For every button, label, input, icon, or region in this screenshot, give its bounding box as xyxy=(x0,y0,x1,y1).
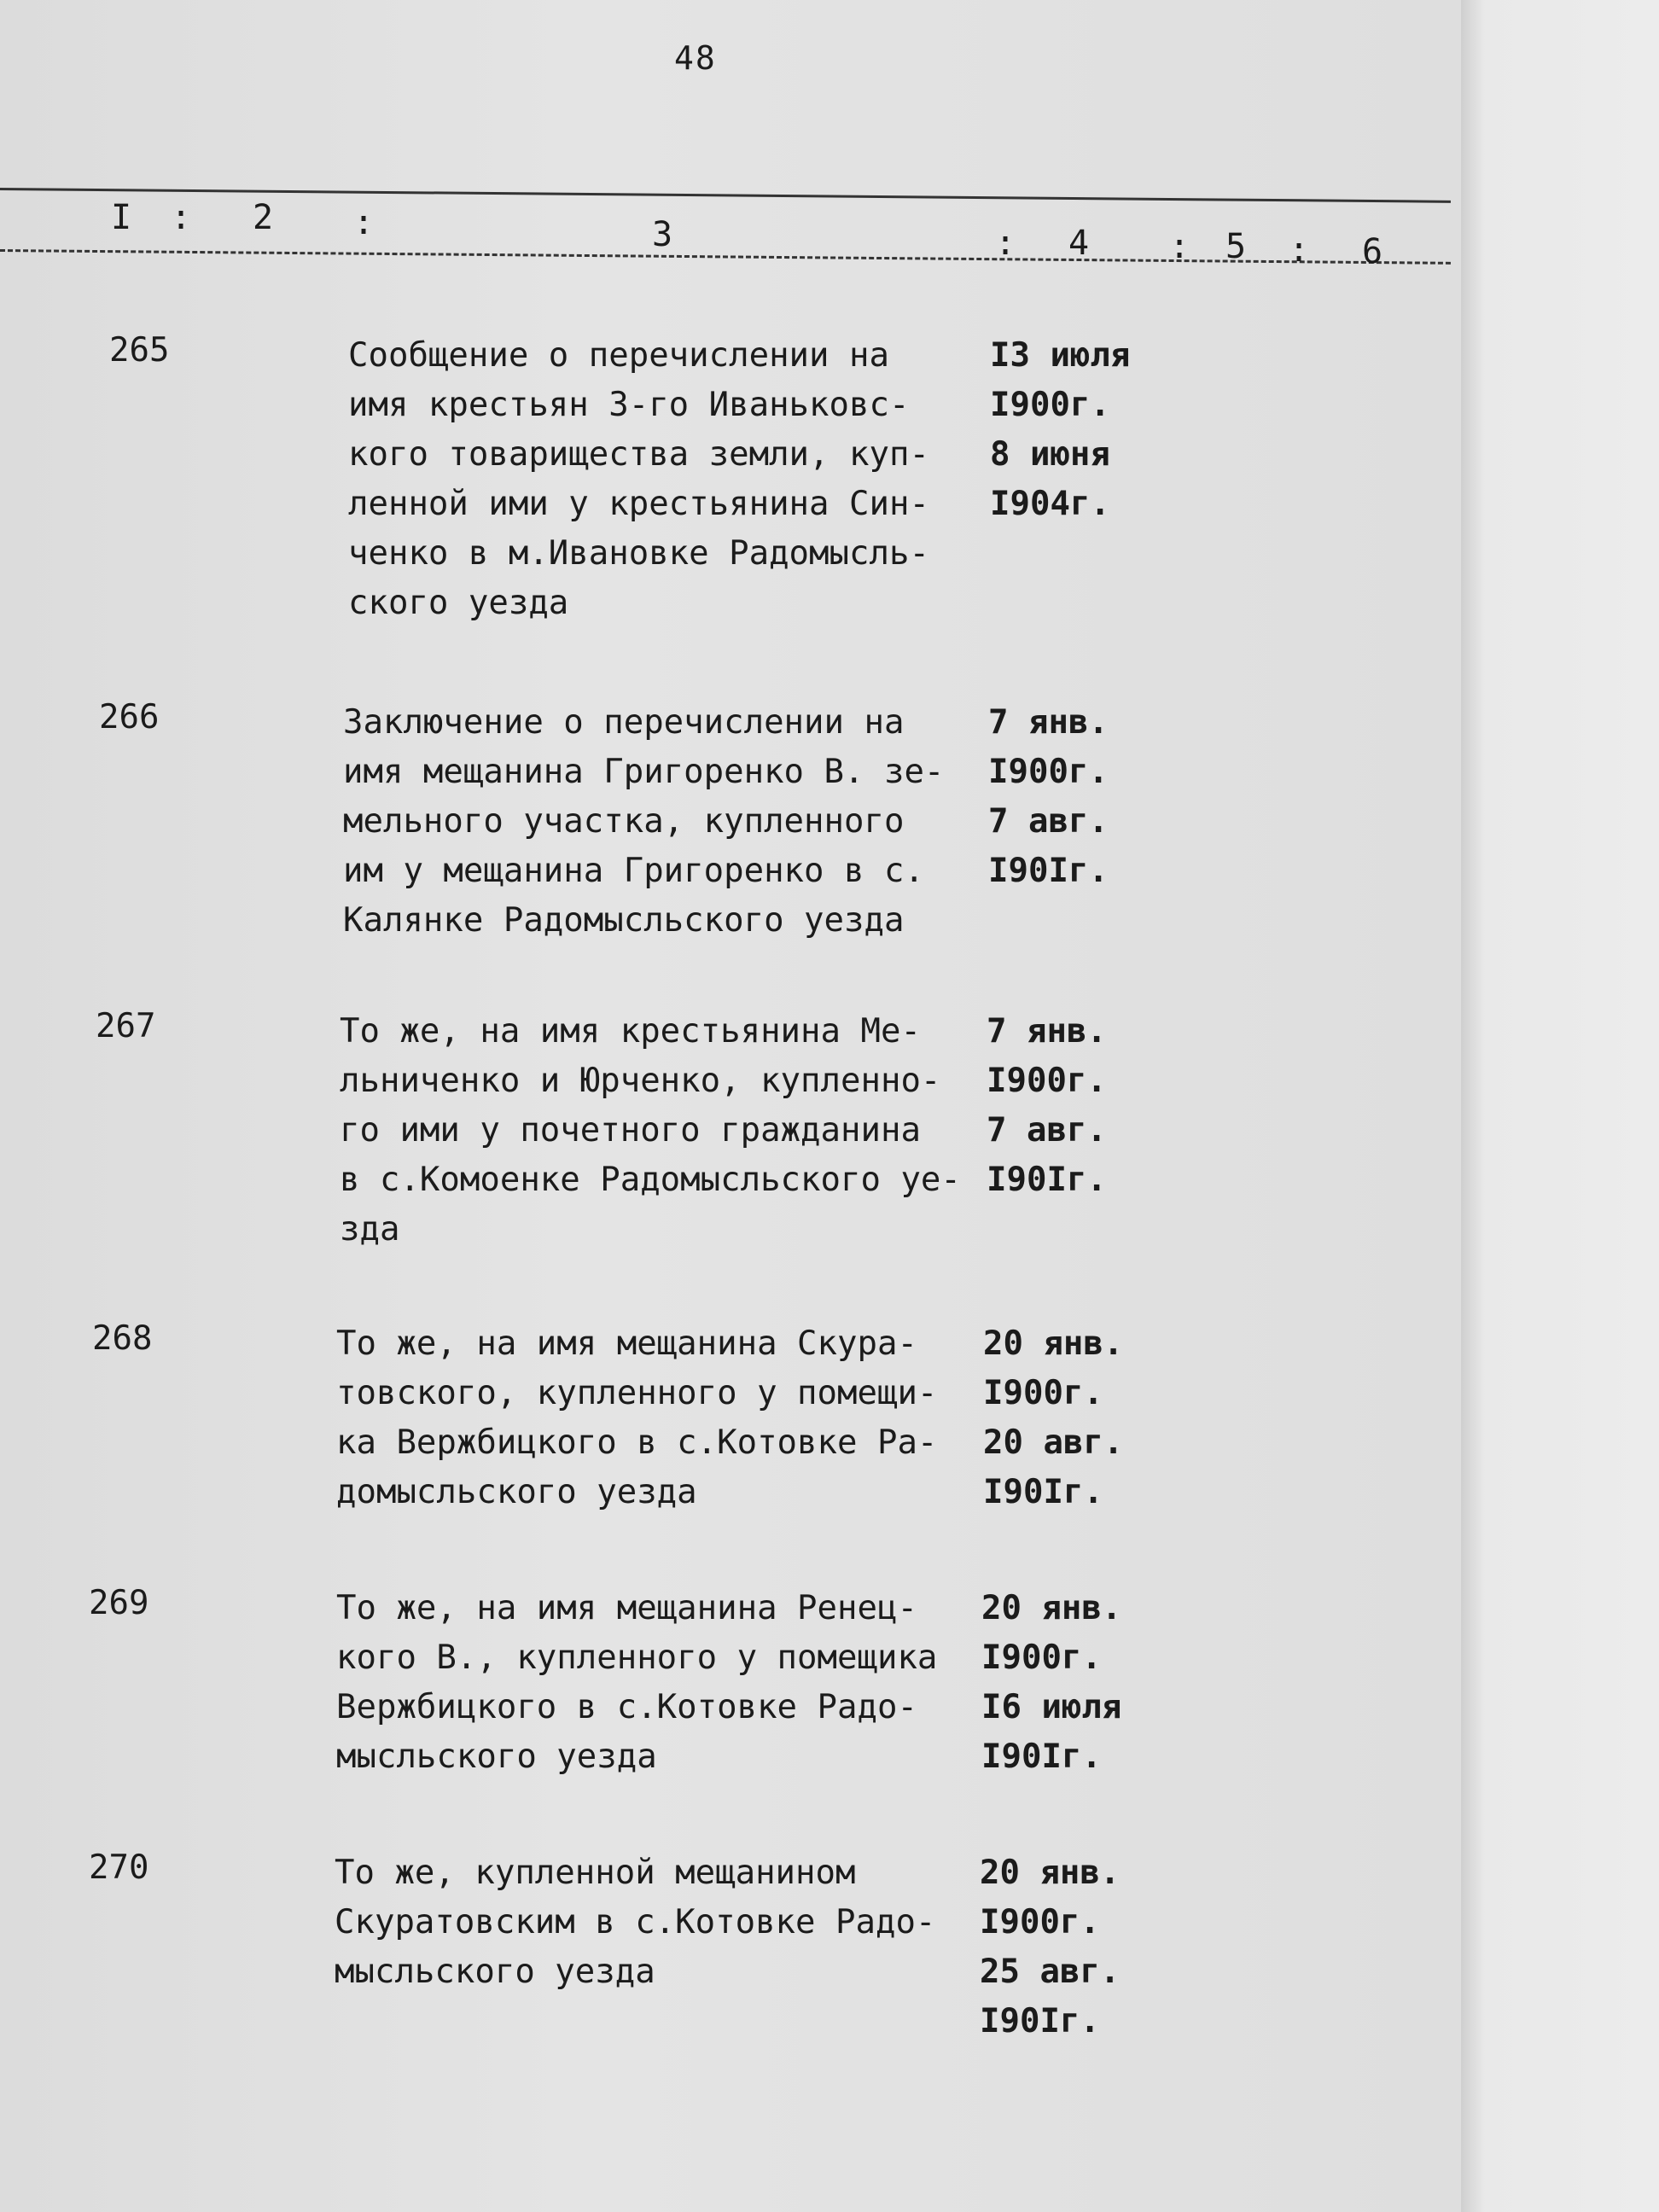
entry-dates xyxy=(988,698,1109,896)
description-line: Вержбицкого в с.Котовке Радо- xyxy=(336,1688,917,1726)
date-line: I900г. xyxy=(990,386,1110,424)
description-line: товского, купленного у помещи- xyxy=(336,1374,938,1412)
description-line: имя мещанина Григоренко В. зе- xyxy=(343,753,945,791)
date-line: I90Iг. xyxy=(983,1473,1103,1511)
date-line: 20 янв. xyxy=(981,1589,1122,1627)
description-line: ского уезда xyxy=(348,584,569,622)
date-line: 8 июня xyxy=(990,435,1110,474)
date-line: I900г. xyxy=(988,753,1109,791)
column-header-label: 6 xyxy=(1362,232,1383,271)
description-line: Сообщение о перечислении на xyxy=(348,336,889,375)
date-line: I90Iг. xyxy=(980,2002,1100,2040)
column-header-label: 5 xyxy=(1225,227,1247,266)
column-header-label: I xyxy=(111,198,132,237)
column-header-label: : xyxy=(995,224,1016,263)
entry-dates xyxy=(990,331,1130,529)
column-header-label: : xyxy=(1169,227,1190,266)
entry-number: 266 xyxy=(99,698,160,736)
description-line: Калянке Радомысльского уезда xyxy=(343,901,905,940)
description-line: ченко в м.Ивановке Радомысль- xyxy=(348,534,929,573)
description-line: имя крестьян 3-го Иваньковс- xyxy=(348,386,910,424)
date-line: I90Iг. xyxy=(981,1738,1102,1776)
description-line: кого В., купленного у помещика xyxy=(336,1639,938,1677)
date-line: 7 янв. xyxy=(988,703,1109,742)
description-line: мысльского уезда xyxy=(335,1953,655,1991)
entry-number: 268 xyxy=(92,1319,153,1358)
column-header-label: : xyxy=(171,198,192,237)
entry-number: 270 xyxy=(89,1848,149,1887)
description-line: го ими у почетного гражданина xyxy=(340,1111,921,1150)
entry-number: 267 xyxy=(96,1007,156,1045)
description-line: домысльского уезда xyxy=(336,1473,697,1511)
entry-dates xyxy=(987,1007,1107,1205)
entry-number: 269 xyxy=(89,1584,149,1622)
date-line: 25 авг. xyxy=(980,1953,1121,1991)
description-line: Скуратовским в с.Котовке Радо- xyxy=(335,1903,936,1941)
date-line: I90Iг. xyxy=(987,1161,1107,1199)
page-gutter xyxy=(1461,0,1659,2212)
description-line: им у мещанина Григоренко в с. xyxy=(343,852,924,890)
date-line: I900г. xyxy=(983,1374,1103,1412)
description-line: мысльского уезда xyxy=(336,1738,657,1776)
description-line: Заключение о перечислении на xyxy=(343,703,905,742)
date-line: 7 авг. xyxy=(987,1111,1107,1150)
entry-dates xyxy=(983,1319,1123,1517)
date-line: 20 янв. xyxy=(983,1324,1124,1363)
description-line: кого товарищества земли, куп- xyxy=(348,435,929,474)
description-line: То же, на имя крестьянина Ме- xyxy=(340,1012,921,1051)
date-line: I6 июля xyxy=(981,1688,1122,1726)
date-line: 7 янв. xyxy=(987,1012,1107,1051)
date-line: I904г. xyxy=(990,485,1110,523)
description-line: То же, на имя мещанина Скура- xyxy=(336,1324,917,1363)
date-line: 7 авг. xyxy=(988,802,1109,841)
entry-dates xyxy=(980,1848,1120,2046)
description-line: льниченко и Юрченко, купленно- xyxy=(340,1062,941,1100)
date-line: I900г. xyxy=(987,1062,1107,1100)
entry-description xyxy=(336,1319,937,1517)
description-line: ленной ими у крестьянина Син- xyxy=(348,485,929,523)
entry-description xyxy=(335,1848,935,1997)
date-line: I900г. xyxy=(980,1903,1100,1941)
description-line: То же, на имя мещанина Ренец- xyxy=(336,1589,917,1627)
date-line: I90Iг. xyxy=(988,852,1109,890)
entry-description xyxy=(336,1584,937,1782)
column-header-label: 3 xyxy=(652,215,673,254)
date-line: I3 июля xyxy=(990,336,1131,375)
description-line: То же, купленной мещанином xyxy=(335,1854,856,1892)
entry-description xyxy=(340,1007,961,1254)
entry-description xyxy=(348,331,929,628)
column-header-label: : xyxy=(353,203,375,242)
description-line: мельного участка, купленного xyxy=(343,802,905,841)
date-line: I900г. xyxy=(981,1639,1102,1677)
entry-dates xyxy=(981,1584,1121,1782)
description-line: ка Вержбицкого в с.Котовке Ра- xyxy=(336,1423,938,1462)
column-header-label: : xyxy=(1289,230,1310,270)
column-header-label: 4 xyxy=(1068,224,1090,263)
description-line: зда xyxy=(340,1210,400,1249)
page-number: 48 xyxy=(674,39,717,77)
entry-description xyxy=(343,698,944,946)
column-header-label: 2 xyxy=(253,198,274,237)
date-line: 20 янв. xyxy=(980,1854,1121,1892)
date-line: 20 авг. xyxy=(983,1423,1124,1462)
description-line: в с.Комоенке Радомысльского уе- xyxy=(340,1161,961,1199)
entry-number: 265 xyxy=(109,331,170,370)
